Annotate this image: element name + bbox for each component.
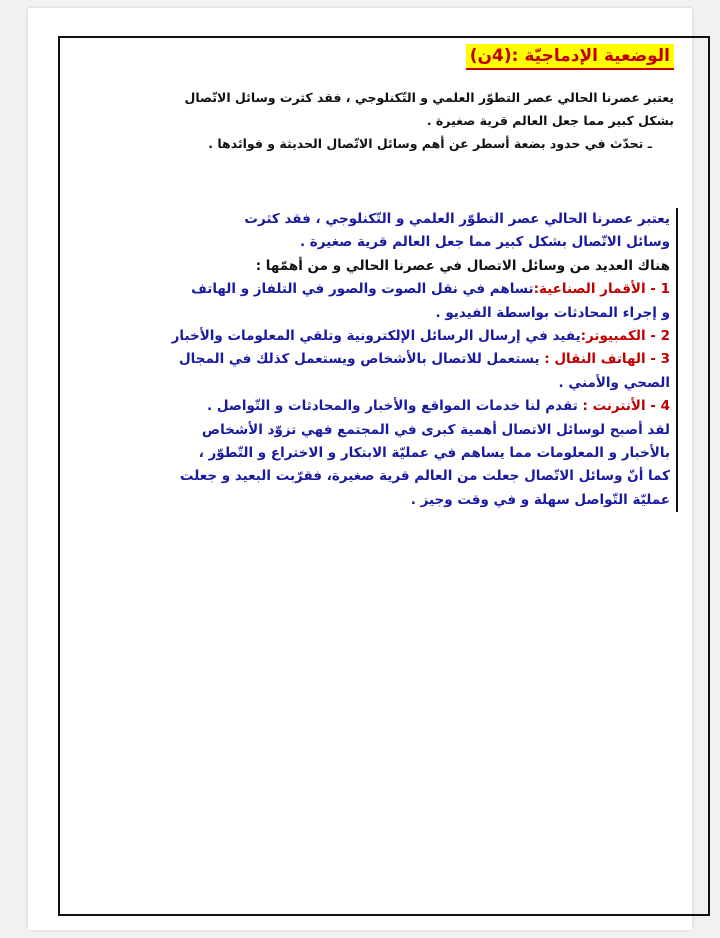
item-text: تساهم في نقل الصوت والصور في التلفاز و الهاتف — [191, 281, 534, 298]
document-page — [28, 8, 692, 930]
conclusion-line: بالأخبار و المعلومات مما يساهم في عمليّة الابتكار و الاختراع و التّطوّر ، — [198, 445, 670, 462]
task-prompt — [52, 86, 674, 155]
title-area — [466, 44, 674, 70]
list-item — [58, 395, 670, 418]
item-text: يفيد في إرسال الرسائل الإلكترونية وتلقي المعلومات والأخبار — [171, 328, 581, 345]
item-text: تقدم لنا خدمات المواقع والأخبار والمحادثات و التّواصل . — [206, 398, 583, 415]
item-continuation: الصحي والأمني . — [558, 374, 670, 391]
item-term: 2 - الكمبيوتر: — [580, 328, 670, 345]
list-item — [58, 325, 670, 348]
answer-block — [58, 208, 678, 512]
list-item — [58, 348, 670, 371]
conclusion-line: عمليّة التّواصل سهلة و في وقت وجيز . — [410, 491, 670, 508]
prompt-line: بشكل كبير مما جعل العالم قرية صغيرة . — [426, 113, 674, 128]
conclusion-line: كما أنّ وسائل الاتّصال جعلت من العالم قرية صغيرة، فقرّبت البعيد و جعلت — [179, 468, 670, 485]
answer-intro-line: يعتبر عصرنا الحالي عصر التطوّر العلمي و التّكنلوجي ، فقد كثرت — [244, 211, 670, 227]
answer-intro-line: وسائل الاتّصال بشكل كبير مما جعل العالم قرية صغيرة . — [299, 234, 670, 251]
conclusion-line: لقد أصبح لوسائل الاتصال أهمية كبرى في المجتمع فهي تزوّد الأشخاص — [201, 421, 670, 438]
item-term: 3 - الهاتف النقال : — [544, 351, 670, 368]
prompt-question: ـ تحدّث في حدود بضعة أسطر عن أهم وسائل الاتّصال الحديثة و فوائدها . — [208, 136, 652, 151]
task-title: الوضعية الإدماجيّة :(4ن) — [466, 44, 674, 70]
prompt-line: يعتبر عصرنا الحالي عصر التطوّر العلمي و التّكنلوجي ، فقد كثرت وسائل الاتّصال — [184, 90, 674, 105]
list-item — [58, 278, 670, 301]
answer-lead: هناك العديد من وسائل الاتصال في عصرنا الحالي و من أهمّها : — [255, 257, 670, 274]
item-continuation: و إجراء المحادثات بواسطة الفيديو . — [435, 304, 670, 321]
item-term: 1 - الأقمار الصناعية: — [533, 281, 670, 298]
item-term: 4 - الأنترنت : — [582, 398, 670, 415]
item-text: يستعمل للاتصال بالأشخاص ويستعمل كذلك في المجال — [178, 351, 545, 368]
